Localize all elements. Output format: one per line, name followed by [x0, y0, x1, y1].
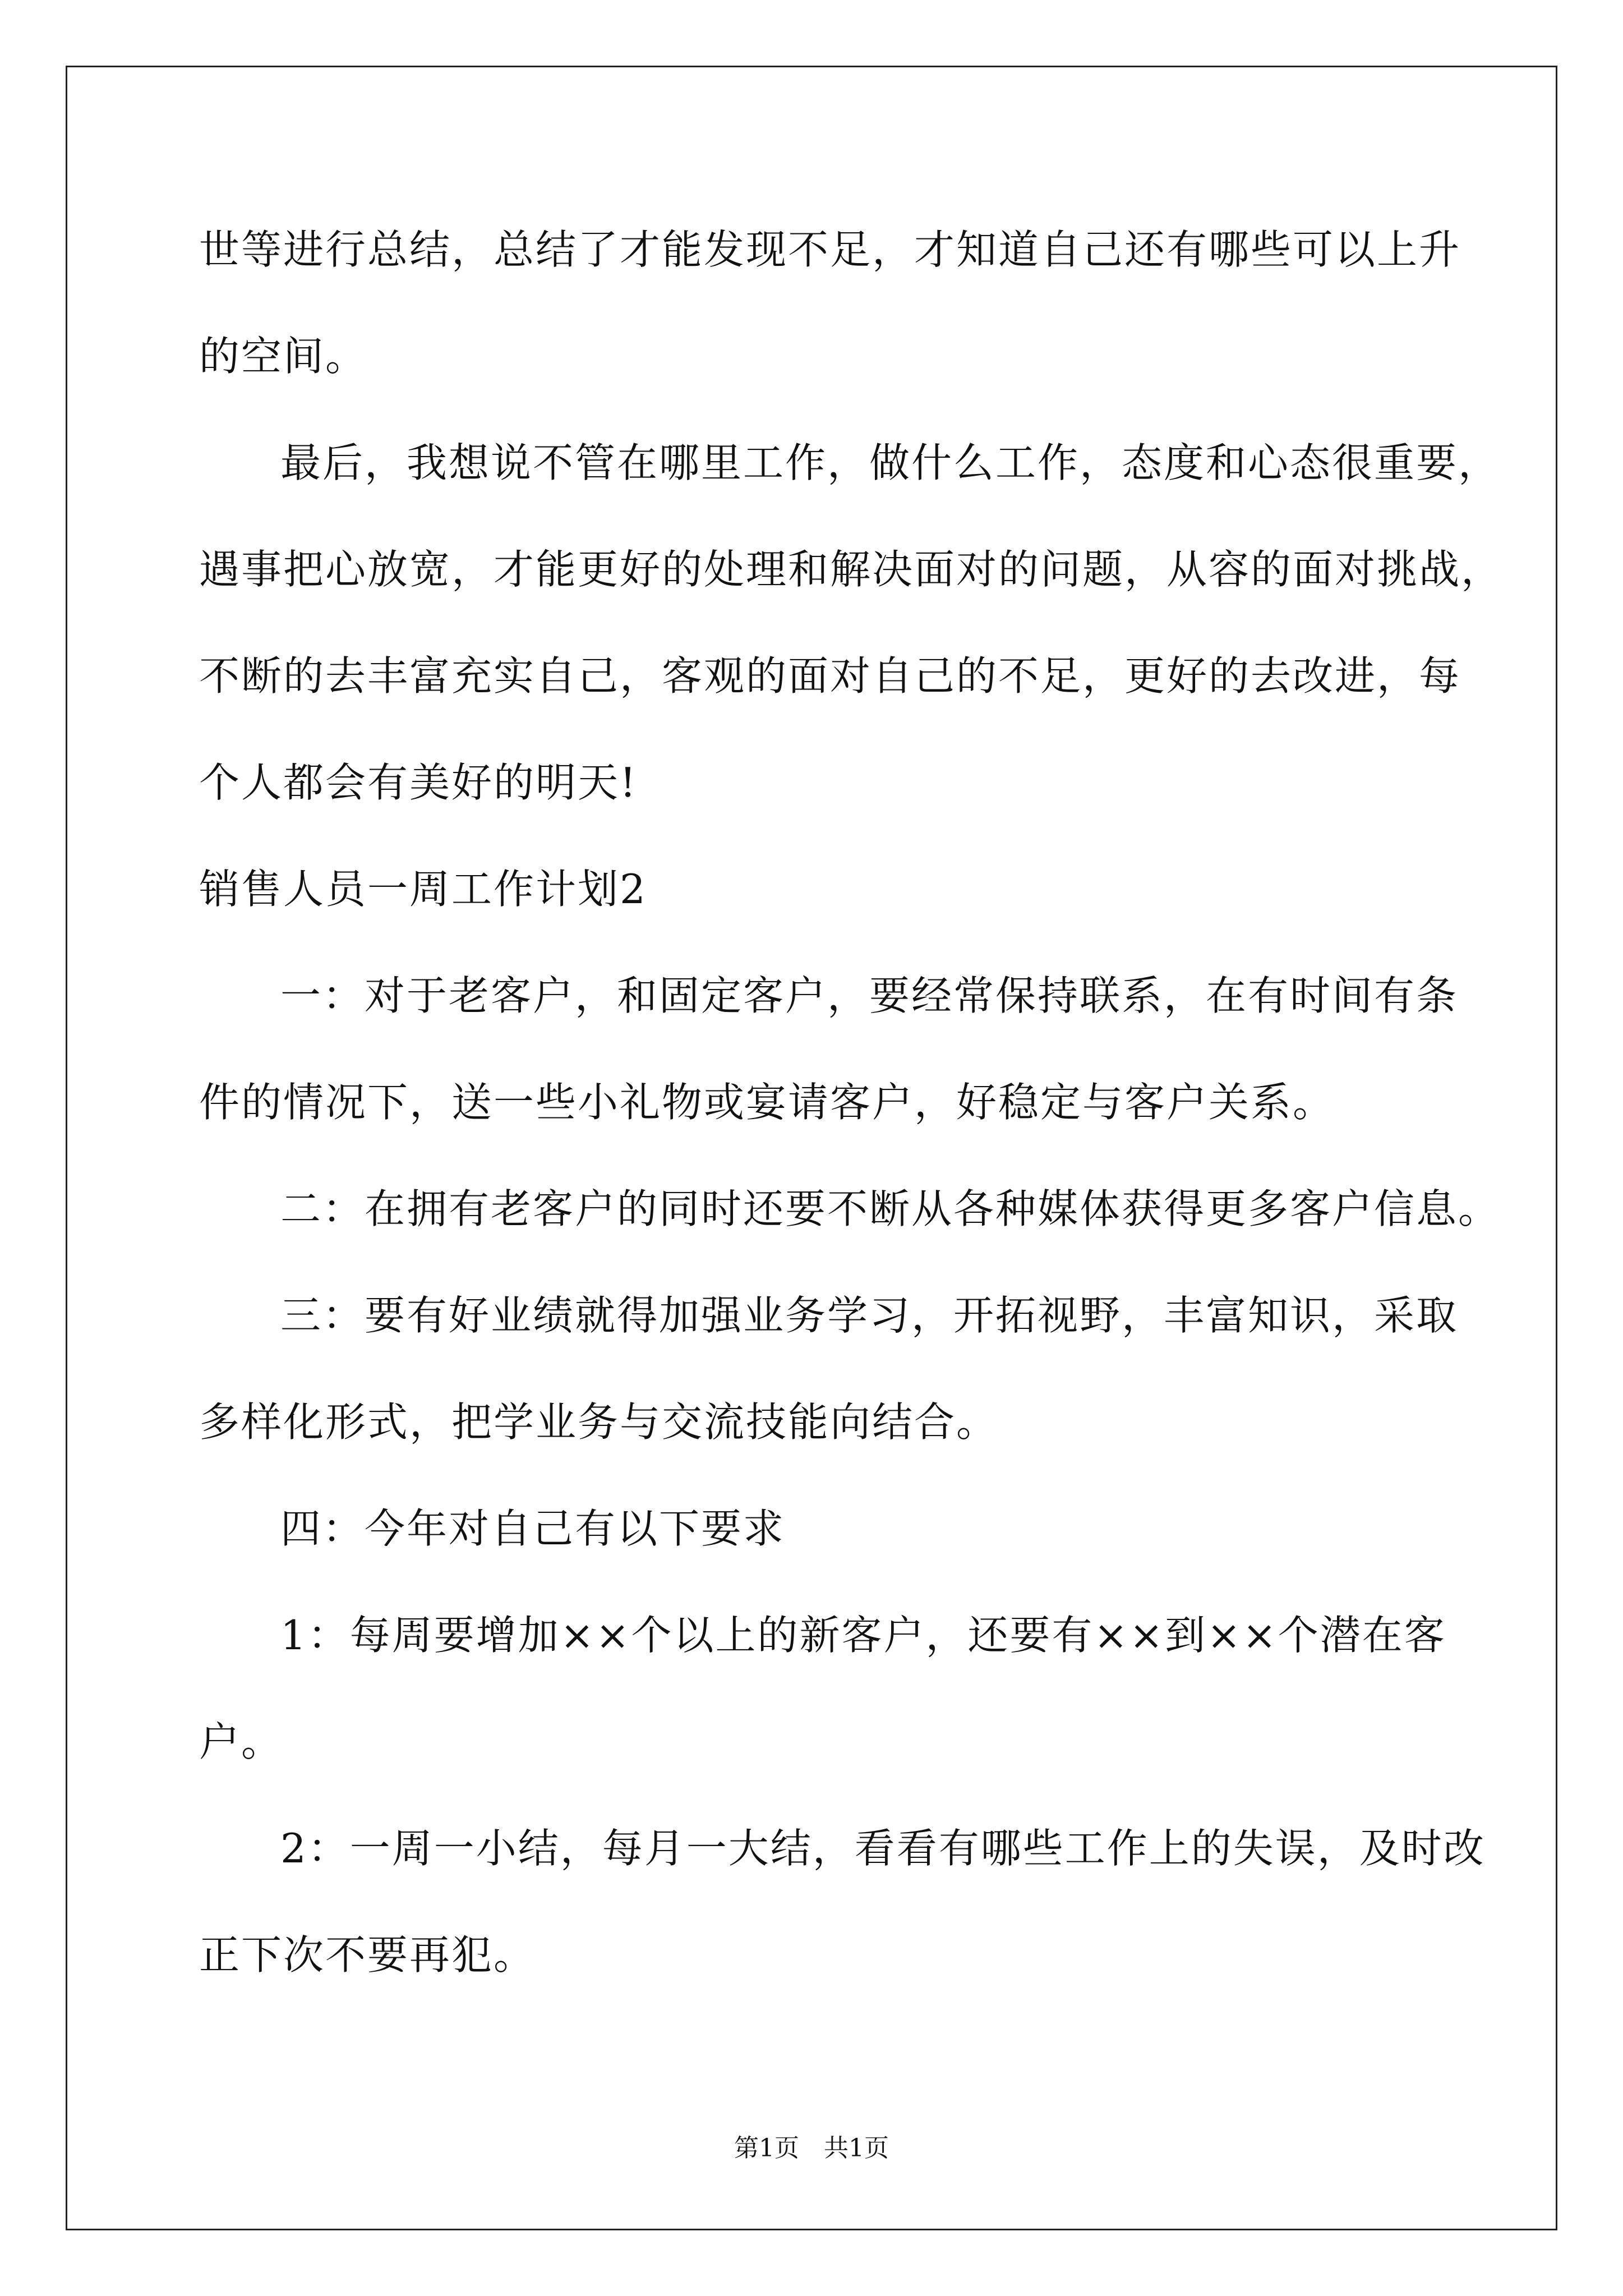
text-line: 遇事把心放宽，才能更好的处理和解决面对的问题，从容的面对挑战，: [199, 546, 1504, 593]
text-line: 件的情况下，送一些小礼物或宴请客户，好稳定与客户关系。: [199, 1079, 1335, 1126]
text-line: 2：一周一小结，每月一大结，看看有哪些工作上的失误，及时改: [280, 1825, 1486, 1872]
text-line: 1：每周要增加××个以上的新客户，还要有××到××个潜在客: [280, 1612, 1446, 1659]
text-line: 正下次不要再犯。: [199, 1931, 536, 1978]
page-footer: 第1页 共1页: [734, 2134, 889, 2162]
section-heading: 销售人员一周工作计划2: [199, 866, 647, 913]
text-line: 三：要有好业绩就得加强业务学习，开拓视野，丰富知识，采取: [280, 1292, 1459, 1339]
text-line: 个人都会有美好的明天!: [199, 759, 638, 806]
text-line: 不断的去丰富充实自己，客观的面对自己的不足，更好的去改进，每: [199, 652, 1461, 700]
text-line: 四：今年对自己有以下要求: [280, 1505, 786, 1552]
text-line: 一：对于老客户，和固定客户，要经常保持联系，在有时间有条: [280, 972, 1459, 1019]
page-border: [66, 66, 1557, 2230]
text-line: 户。: [199, 1718, 284, 1765]
text-line: 多样化形式，把学业务与交流技能向结合。: [199, 1398, 999, 1446]
text-line: 世等进行总结，总结了才能发现不足，才知道自己还有哪些可以上升: [199, 226, 1461, 273]
text-line: 最后，我想说不管在哪里工作，做什么工作，态度和心态很重要，: [280, 439, 1501, 486]
text-line: 二：在拥有老客户的同时还要不断从各种媒体获得更多客户信息。: [280, 1185, 1501, 1232]
text-line: 的空间。: [199, 333, 368, 380]
